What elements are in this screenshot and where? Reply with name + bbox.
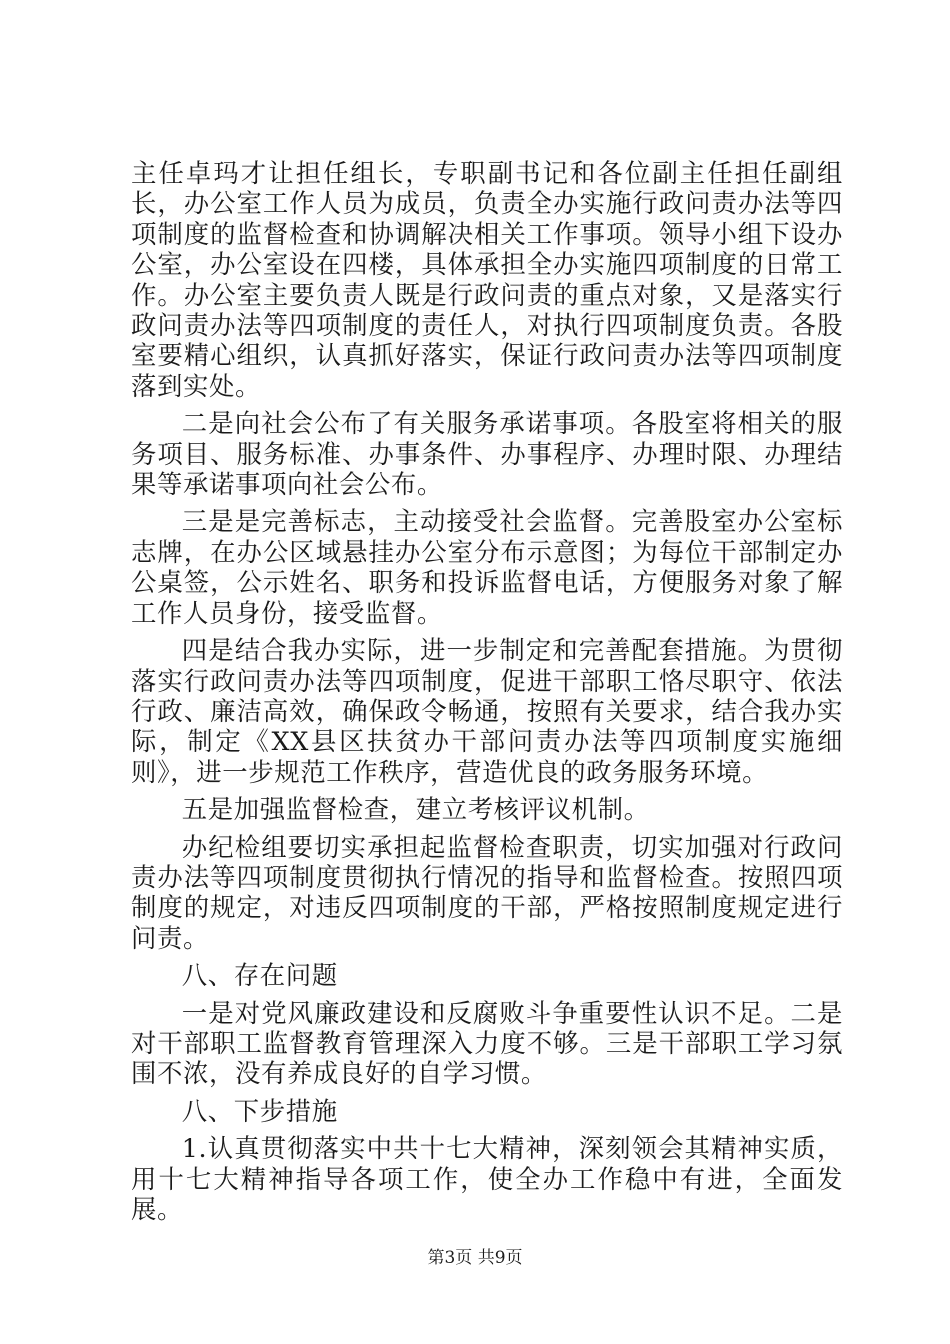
- page-footer: 第3页 共9页: [427, 1248, 523, 1268]
- document-body: [131, 158, 843, 1231]
- paragraph-3: 三是是完善标志，主动接受社会监督。完善股室办公室标志牌，在办公区域悬挂办公室分布示意图；为每位干部制定办公桌签，公示姓名、职务和投诉监督电话，方便服务对象了解工作人员身份，接受监督。: [131, 506, 843, 628]
- paragraph-4: 四是结合我办实际，进一步制定和完善配套措施。为贯彻落实行政问责办法等四项制度，促进干部职工恪尽职守、依法行政、廉洁高效，确保政令畅通，按照有关要求，结合我办实际，制定《XX县区扶贫办干部问责办法等四项制度实施细则》，进一步规范工作秩序，营造优良的政务服务环境。: [131, 635, 843, 787]
- section-heading-next-steps: 八、下步措施: [181, 1095, 338, 1126]
- paragraph-5: 五是加强监督检查，建立考核评议机制。: [181, 794, 650, 825]
- section-heading-problems: 八、存在问题: [181, 960, 338, 991]
- paragraph-8: 一是对党风廉政建设和反腐败斗争重要性认识不足。二是对干部职工监督教育管理深入力度不够。三是干部职工学习氛围不浓，没有养成良好的自学习惯。: [131, 997, 843, 1089]
- paragraph-2: 二是向社会公布了有关服务承诺事项。各股室将相关的服务项目、服务标准、办事条件、办事程序、办理时限、办理结果等承诺事项向社会公布。: [131, 408, 843, 500]
- paragraph-10: 1.认真贯彻落实中共十七大精神，深刻领会其精神实质，用十七大精神指导各项工作，使全办工作稳中有进，全面发展。: [131, 1133, 843, 1224]
- paragraph-1: 主任卓玛才让担任组长，专职副书记和各位副主任担任副组长，办公室工作人员为成员，负责全办实施行政问责办法等四项制度的监督检查和协调解决相关工作事项。领导小组下设办公室，办公室设在四楼，具体承担全办实施四项制度的日常工作。办公室主要负责人既是行政问责的重点对象，又是落实行政问责办法等四项制度的责任人，对执行四项制度负责。各股室要精心组织，认真抓好落实，保证行政问责办法等四项制度落到实处。: [131, 158, 843, 401]
- paragraph-6: 办纪检组要切实承担起监督检查职责，切实加强对行政问责办法等四项制度贯彻执行情况的指导和监督检查。按照四项制度的规定，对违反四项制度的干部，严格按照制度规定进行问责。: [131, 831, 843, 953]
